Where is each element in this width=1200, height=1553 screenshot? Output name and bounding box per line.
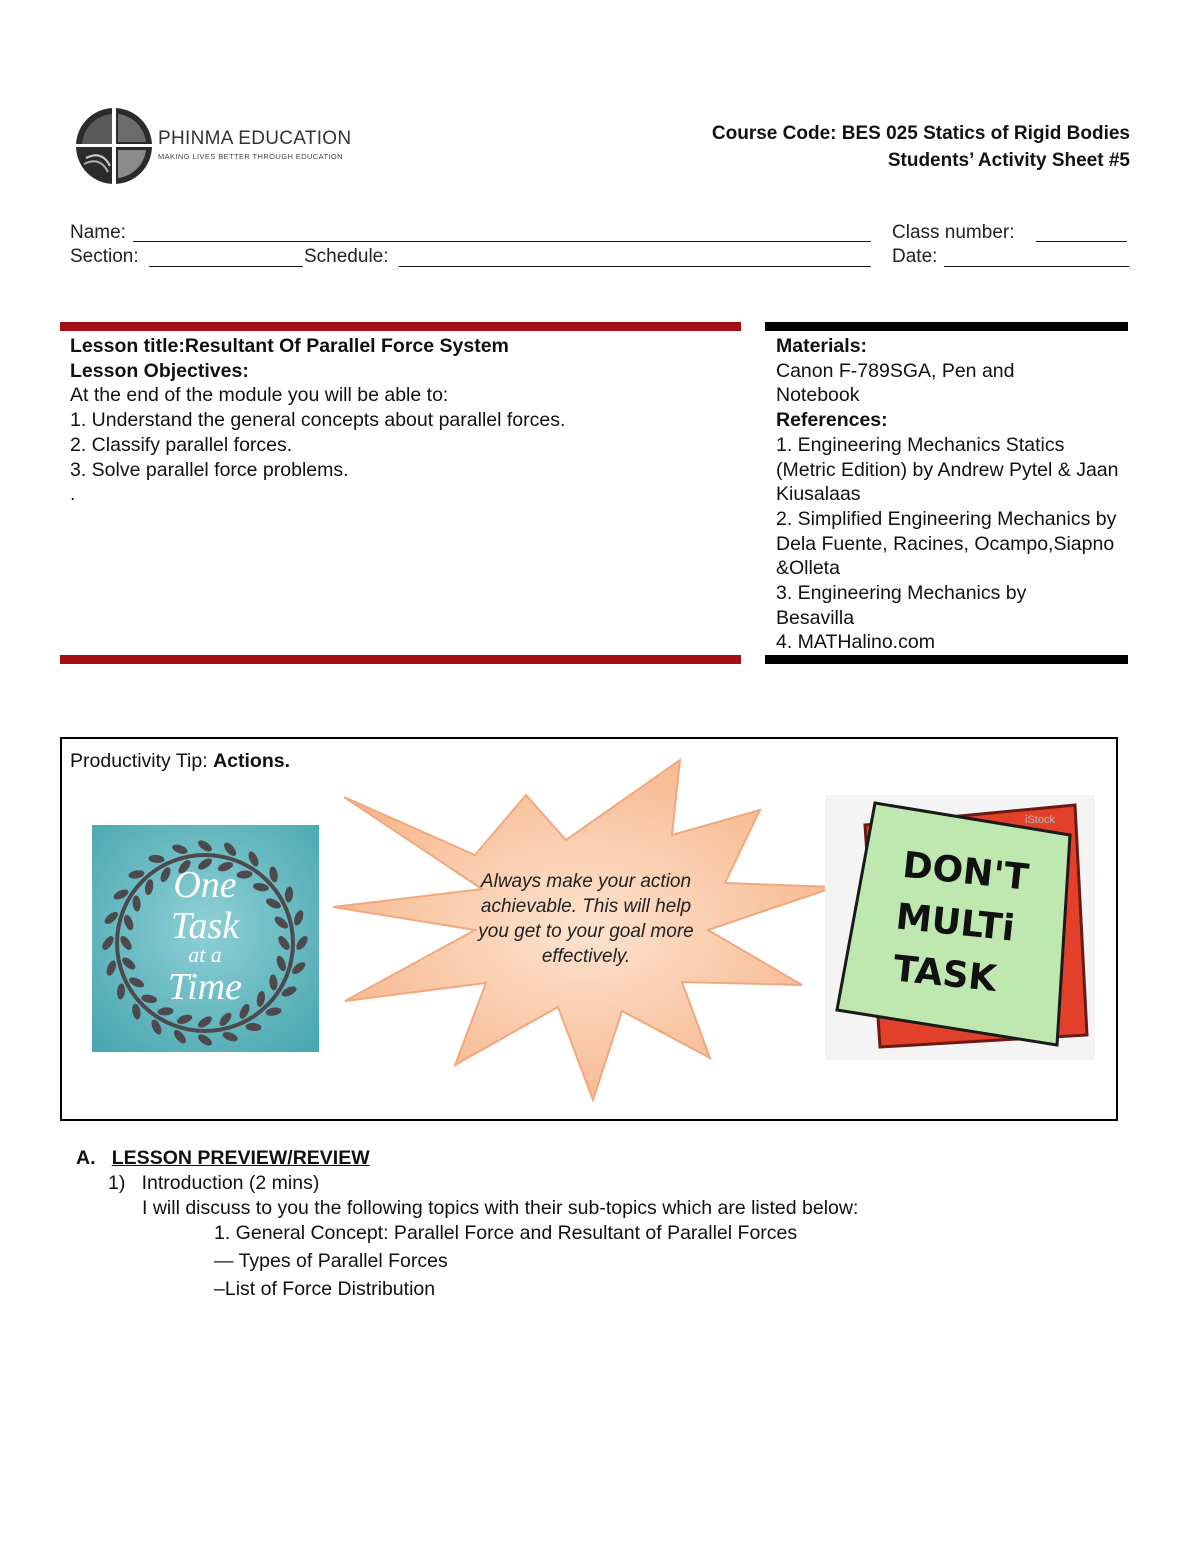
item-1-text: I will discuss to you the following topics with their sub-topics which are listed below: [142,1197,859,1219]
reference-item: 3. Engineering Mechanics by Besavilla [776,582,1027,629]
lesson-top-rule [60,322,741,331]
materials-bottom-rule [765,655,1128,664]
schedule-label: Schedule: [304,246,389,267]
topic-1: 1. General Concept: Parallel Force and Resultant of Parallel Forces [214,1222,798,1244]
lesson-title: Lesson title:Resultant Of Parallel Force System [70,335,509,357]
course-code: Course Code: BES 025 Statics of Rigid Bodies [711,123,1130,144]
logo-name: PHINMA EDUCATION [158,128,352,149]
date-field[interactable] [944,266,1129,267]
schedule-field[interactable] [399,266,871,267]
one-task-word: Time [168,966,242,1008]
reference-item: 4. MATHalino.com [776,631,935,654]
materials-heading: Materials: [776,335,868,357]
tip-quote-line: achievable. This will help [480,896,692,917]
materials-top-rule [765,322,1128,331]
section-a [76,1146,858,1302]
objective-item: 3. Solve parallel force problems. [70,458,349,481]
subtopic-2: –List of Force Distribution [214,1278,436,1300]
watermark-text: iStock [1025,814,1055,826]
tip-quote-line: Always make your action [480,871,692,892]
subtopic-1: — Types of Parallel Forces [214,1250,448,1272]
materials-block [776,334,1121,655]
section-a-heading: A. LESSON PREVIEW/REVIEW [76,1147,370,1169]
class-number-label: Class number: [892,222,1015,243]
one-task-at-a-time-image [92,825,319,1052]
tip-quote-line: effectively. [541,946,631,967]
lesson-bottom-rule [60,655,741,664]
materials-text: Canon F-789SGA, Pen and Notebook [776,359,1015,407]
name-field[interactable] [133,241,871,242]
item-1-title: 1) Introduction (2 mins) [108,1172,320,1194]
dont-multitask-image [825,795,1095,1060]
productivity-tip-label: Productivity Tip: Actions. [70,750,290,772]
objective-item: 1. Understand the general concepts about parallel forces. [70,409,566,432]
objective-item: 2. Classify parallel forces. [70,433,293,456]
sheet-title: Students’ Activity Sheet #5 [887,150,1130,171]
reference-item: 1. Engineering Mechanics Statics (Metric Edition) by Andrew Pytel & Jaan Kiusalaas [776,433,1119,506]
logo-text [158,128,351,161]
objective-item: . [70,483,76,506]
section-field[interactable] [149,266,303,267]
logo-globe-icon [74,106,154,186]
class-number-field[interactable] [1036,241,1127,242]
objectives-intro: At the end of the module you will be able to: [70,384,449,407]
tip-starburst [330,755,850,1110]
sticky-word: TASK [891,948,999,1000]
date-label: Date: [892,246,938,267]
reference-item: 2. Simplified Engineering Mechanics by Dela Fuente, Racines, Ocampo,Siapno &Olleta [776,507,1117,580]
tip-quote-line: you get to your goal more [478,921,694,942]
one-task-word: Task [170,905,240,947]
objectives-heading: Lesson Objectives: [70,359,249,382]
lesson-block [70,334,740,507]
references-heading: References: [776,409,888,432]
name-label: Name: [70,222,126,243]
course-header [712,120,1130,174]
one-task-word: One [173,864,237,906]
sticky-word: MULTi [893,896,1017,950]
sticky-word: DON'T [900,844,1031,899]
one-task-word: at a [188,942,222,967]
section-label: Section: [70,246,139,267]
logo-tagline: MAKING LIVES BETTER THROUGH EDUCATION [158,152,343,161]
